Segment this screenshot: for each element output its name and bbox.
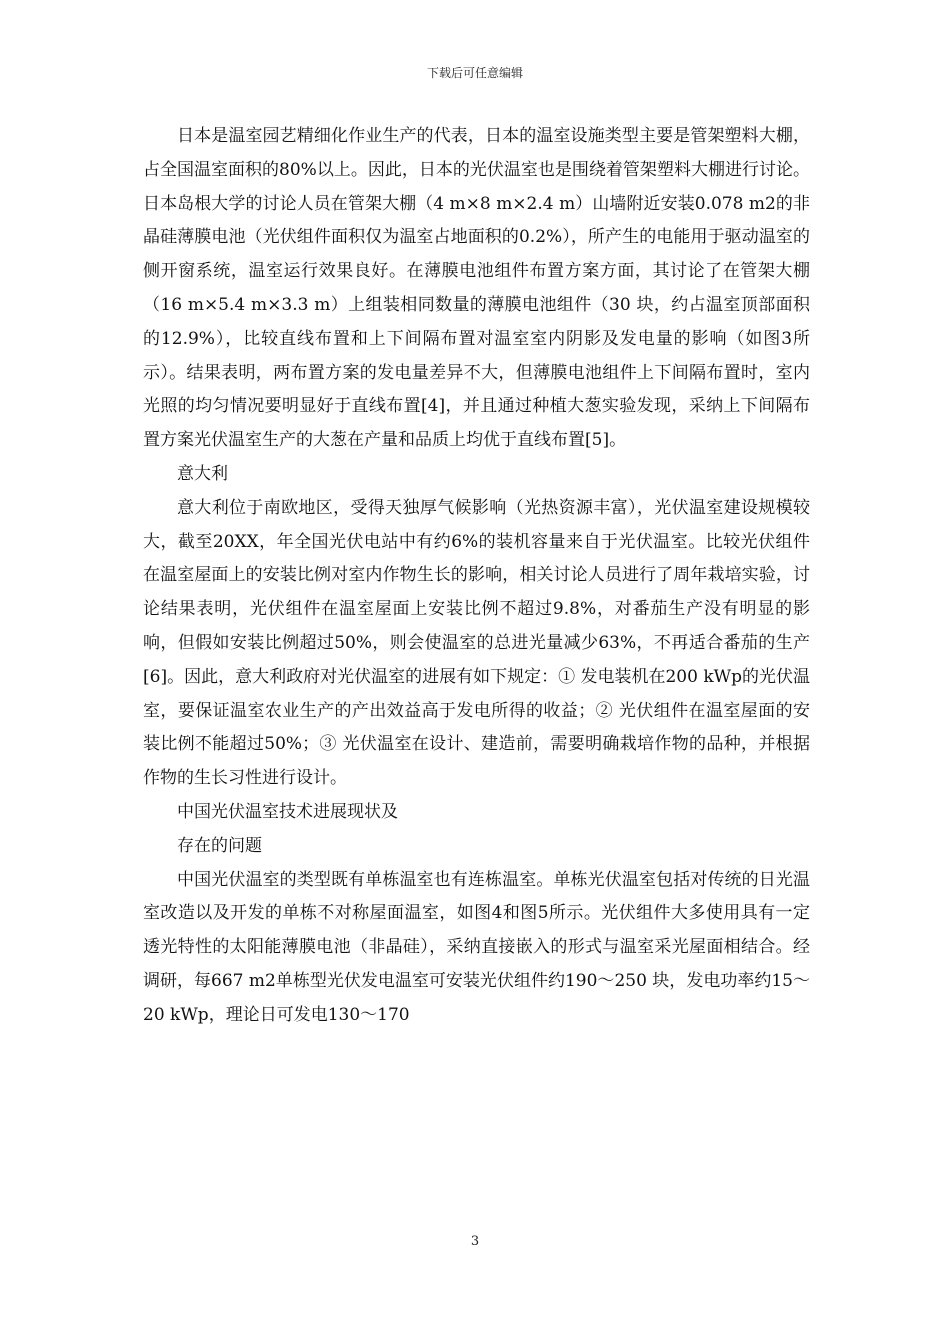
section-heading-china-line2: 存在的问题: [177, 835, 262, 856]
paragraph-china: 中国光伏温室的类型既有单栋温室也有连栋温室。单栋光伏温室包括对传统的日光温室改造以及开发的单栋不对称屋面温室，如图4和图5所示。光伏组件大多使用具有一定透光特性的太阳能薄膜电池（非晶硅），采纳直接嵌入的形式与温室采光屋面相结合。经调研，每667 m2单栋型光伏发电温室可安装光伏组件约190～250 块，发电功率约15～20 kWp，理论日可发电130～170: [143, 869, 810, 1025]
paragraph-japan: 日本是温室园艺精细化作业生产的代表，日本的温室设施类型主要是管架塑料大棚，占全国温室面积的80%以上。因此，日本的光伏温室也是围绕着管架塑料大棚进行讨论。日本岛根大学的讨论人员在管架大棚（4 m×8 m×2.4 m）山墙附近安装0.078 m2的非晶硅薄膜电池（光伏组件面积仅为温室占地面积的0.2%），所产生的电能用于驱动温室的侧开窗系统，温室运行效果良好。在薄膜电池组件布置方案方面，其讨论了在管架大棚（16 m×5.4 m×3.3 m）上组装相同数量的薄膜电池组件（30 块，约占温室顶部面积的12.9%），比较直线布置和上下间隔布置对温室室内阴影及发电量的影响（如图3所示）。结果表明，两布置方案的发电量差异不大，但薄膜电池组件上下间隔布置时，室内光照的均匀情况要明显好于直线布置[4]，并且通过种植大葱实验发现，采纳上下间隔布置方案光伏温室生产的大葱在产量和品质上均优于直线布置[5]。: [143, 126, 810, 451]
section-heading-italy: 意大利: [177, 463, 228, 484]
page-header: 下载后可任意编辑: [426, 66, 523, 80]
document-body: [143, 120, 810, 1033]
page-number: 3: [470, 1234, 480, 1249]
paragraph-italy: 意大利位于南欧地区，受得天独厚气候影响（光热资源丰富），光伏温室建设规模较大，截至20XX，年全国光伏电站中有约6%的装机容量来自于光伏温室。比较光伏组件在温室屋面上的安装比例对室内作物生长的影响，相关讨论人员进行了周年栽培实验，讨论结果表明，光伏组件在温室屋面上安装比例不超过9.8%，对番茄生产没有明显的影响，但假如安装比例超过50%，则会使温室的总进光量减少63%，不再适合番茄的生产[6]。因此，意大利政府对光伏温室的进展有如下规定：① 发电装机在200 kWp的光伏温室，要保证温室农业生产的产出效益高于发电所得的收益；② 光伏组件在温室屋面的安装比例不能超过50%；③ 光伏温室在设计、建造前，需要明确栽培作物的品种，并根据作物的生长习性进行设计。: [143, 497, 810, 789]
section-heading-china-line1: 中国光伏温室技术进展现状及: [177, 801, 398, 822]
